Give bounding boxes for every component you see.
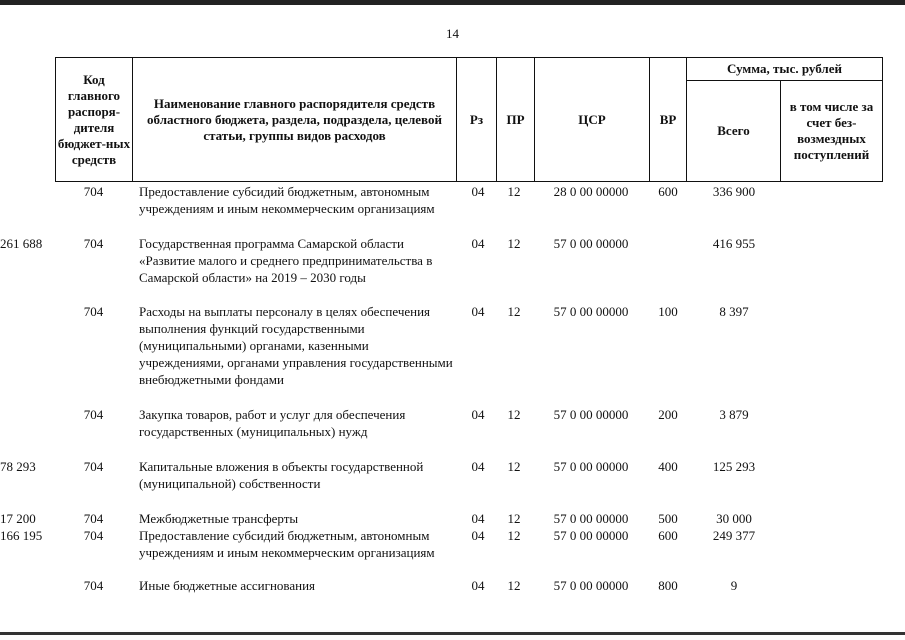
cell-grants: 17 200 bbox=[0, 511, 36, 526]
cell-grants: 166 195 bbox=[0, 528, 43, 543]
cell-rz: 04 bbox=[471, 236, 485, 251]
cell-csr: 57 0 00 00000 bbox=[553, 459, 629, 474]
cell-rz: 04 bbox=[471, 578, 485, 593]
cell-rz: 04 bbox=[471, 304, 485, 319]
cell-total: 416 955 bbox=[712, 236, 756, 251]
cell-pr: 12 bbox=[507, 578, 521, 593]
cell-pr: 12 bbox=[507, 407, 521, 422]
header-rz: Рз bbox=[456, 57, 497, 182]
cell-code: 704 bbox=[83, 528, 104, 543]
cell-name: Государственная программа Самарской области «Развитие малого и среднего предпринимательства в Самарской области» на 2019 – 2030 годы bbox=[139, 236, 433, 285]
cell-pr: 12 bbox=[507, 236, 521, 251]
cell-rz: 04 bbox=[471, 528, 485, 543]
cell-csr: 57 0 00 00000 bbox=[553, 304, 629, 319]
header-code: Код главного распоря-дителя бюджет-ных средств bbox=[55, 57, 133, 182]
cell-csr: 57 0 00 00000 bbox=[553, 528, 629, 543]
cell-pr: 12 bbox=[507, 184, 521, 199]
cell-csr: 57 0 00 00000 bbox=[553, 511, 629, 526]
cell-rz: 04 bbox=[471, 407, 485, 422]
cell-grants: 78 293 bbox=[0, 459, 36, 474]
cell-pr: 12 bbox=[507, 304, 521, 319]
cell-total: 30 000 bbox=[716, 511, 752, 526]
cell-total: 8 397 bbox=[719, 304, 749, 319]
cell-code: 704 bbox=[83, 578, 104, 593]
cell-pr: 12 bbox=[507, 511, 521, 526]
header-total: Всего bbox=[686, 80, 781, 182]
cell-name: Предоставление субсидий бюджетным, автономным учреждениям и иным некоммерческим организациям bbox=[139, 184, 435, 216]
cell-total: 249 377 bbox=[712, 528, 756, 543]
cell-code: 704 bbox=[83, 511, 104, 526]
cell-pr: 12 bbox=[507, 459, 521, 474]
cell-vr: 200 bbox=[658, 407, 678, 422]
page-bottom-edge bbox=[0, 632, 905, 635]
cell-rz: 04 bbox=[471, 459, 485, 474]
cell-total: 336 900 bbox=[712, 184, 756, 199]
cell-name: Иные бюджетные ассигнования bbox=[139, 578, 316, 593]
header-csr: ЦСР bbox=[534, 57, 650, 182]
cell-code: 704 bbox=[83, 304, 104, 319]
cell-csr: 57 0 00 00000 bbox=[553, 236, 629, 251]
header-name: Наименование главного распорядителя средств областного бюджета, раздела, подраздела, целевой статьи, группы видов расходов bbox=[132, 57, 457, 182]
cell-pr: 12 bbox=[507, 528, 521, 543]
cell-name: Закупка товаров, работ и услуг для обеспечения государственных (муниципальных) нужд bbox=[139, 407, 406, 439]
cell-total: 9 bbox=[730, 578, 738, 593]
header-grants: в том числе за счет без-возмездных поступлений bbox=[780, 80, 883, 182]
cell-vr: 800 bbox=[658, 578, 678, 593]
header-vr: ВР bbox=[649, 57, 687, 182]
cell-name: Расходы на выплаты персоналу в целях обеспечения выполнения функций государственными (муниципальными) органами, казенными учреждениями, органами управления государственными внебюджетными фондами bbox=[139, 304, 453, 387]
cell-code: 704 bbox=[83, 459, 104, 474]
cell-code: 704 bbox=[83, 184, 104, 199]
cell-csr: 28 0 00 00000 bbox=[553, 184, 629, 199]
cell-vr: 500 bbox=[658, 511, 678, 526]
cell-total: 3 879 bbox=[719, 407, 749, 422]
cell-rz: 04 bbox=[471, 184, 485, 199]
cell-csr: 57 0 00 00000 bbox=[553, 407, 629, 422]
cell-rz: 04 bbox=[471, 511, 485, 526]
cell-vr: 400 bbox=[658, 459, 678, 474]
page-top-edge bbox=[0, 0, 905, 5]
cell-code: 704 bbox=[83, 407, 104, 422]
cell-grants: 261 688 bbox=[0, 236, 43, 251]
cell-vr: 600 bbox=[658, 528, 678, 543]
cell-name: Капитальные вложения в объекты государственной (муниципальной) собственности bbox=[139, 459, 424, 491]
cell-total: 125 293 bbox=[712, 459, 756, 474]
cell-name: Межбюджетные трансферты bbox=[139, 511, 299, 526]
cell-code: 704 bbox=[83, 236, 104, 251]
page-number: 14 bbox=[446, 26, 459, 41]
cell-vr: 600 bbox=[658, 184, 678, 199]
cell-csr: 57 0 00 00000 bbox=[553, 578, 629, 593]
header-pr: ПР bbox=[496, 57, 535, 182]
cell-vr: 100 bbox=[658, 304, 678, 319]
cell-name: Предоставление субсидий бюджетным, автономным учреждениям и иным некоммерческим организациям bbox=[139, 528, 435, 560]
header-sum: Сумма, тыс. рублей bbox=[686, 57, 883, 81]
